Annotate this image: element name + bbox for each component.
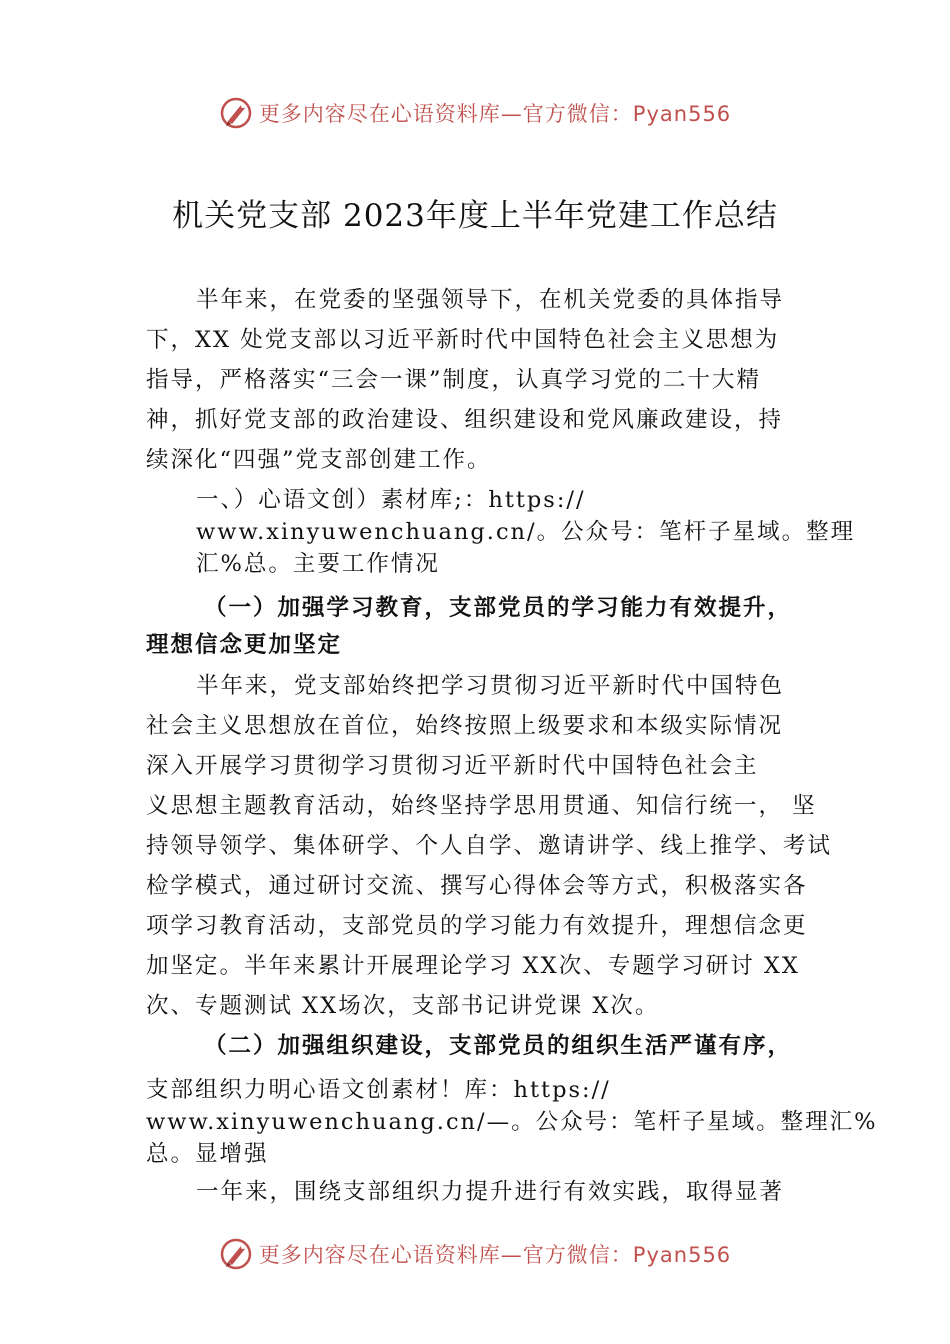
text-line: 加坚定。半年来累计开展理论学习 XX次、专题学习研讨 XX — [146, 953, 800, 979]
text-line: （一）加强学习教育，支部党员的学习能力有效提升， — [204, 595, 793, 621]
text-line: 社会主义思想放在首位，始终按照上级要求和本级实际情况 — [146, 713, 784, 739]
text-line: 指导，严格落实“三会一课”制度，认真学习党的二十大精 — [146, 367, 762, 393]
document-title: 机关党支部 2023年度上半年党建工作总结 — [172, 198, 778, 234]
subheading-1 — [146, 590, 826, 664]
pen-logo-icon — [219, 96, 253, 130]
text-line: 次、专题测试 XX场次，支部书记讲党课 X次。 — [146, 993, 660, 1019]
text-line: 理想信念更加坚定 — [146, 632, 343, 658]
text-line: 总。显增强 — [146, 1141, 269, 1167]
text-line: 下，XX 处党支部以习近平新时代中国特色社会主义思想为 — [146, 327, 780, 353]
text-line: 半年来，在党委的坚强领导下，在机关党委的具体指导 — [196, 287, 785, 313]
organization-paragraph — [146, 1074, 878, 1170]
watermark-banner-bottom — [0, 1237, 950, 1271]
watermark-text: 更多内容尽在心语资料库—官方微信：Pyan556 — [258, 1243, 732, 1267]
text-line: 半年来，党支部始终把学习贯彻习近平新时代中国特色 — [196, 673, 785, 699]
watermark-banner-top — [0, 96, 950, 130]
pen-logo-icon — [219, 1237, 253, 1271]
text-line: （二）加强组织建设，支部党员的组织生活严谨有序， — [204, 1033, 793, 1059]
section-1-heading — [196, 484, 856, 580]
subheading-2 — [146, 1028, 826, 1065]
text-line: 深入开展学习贯彻学习贯彻习近平新时代中国特色社会主 — [146, 753, 759, 779]
text-line: 神，抓好党支部的政治建设、组织建设和党风廉政建设，持 — [146, 407, 784, 433]
text-line: 一、）心语文创）素材库;：https:// — [196, 487, 586, 513]
text-line: 一年来，围绕支部组织力提升进行有效实践，取得显著 — [196, 1179, 785, 1205]
text-line: 支部组织力明心语文创素材！库：https:// — [146, 1077, 611, 1103]
study-paragraph — [146, 666, 833, 1026]
text-line: www.xinyuwenchuang.cn/—。公众号：笔杆子星域。整理汇% — [146, 1109, 878, 1135]
watermark-text: 更多内容尽在心语资料库—官方微信：Pyan556 — [258, 102, 732, 126]
text-line: 检学模式，通过研讨交流、撰写心得体会等方式，积极落实各 — [146, 873, 808, 899]
practice-paragraph — [146, 1172, 826, 1212]
text-line: 续深化“四强”党支部创建工作。 — [146, 447, 492, 473]
text-line: www.xinyuwenchuang.cn/。公众号：笔杆子星域。整理 — [196, 519, 856, 545]
text-line: 义思想主题教育活动，始终坚持学思用贯通、知信行统一， 坚 — [146, 793, 817, 819]
text-line: 项学习教育活动，支部党员的学习能力有效提升，理想信念更 — [146, 913, 808, 939]
text-line: 持领导领学、集体研学、个人自学、邀请讲学、线上推学、考试 — [146, 833, 833, 859]
intro-paragraph — [146, 280, 826, 480]
text-line: 汇%总。主要工作情况 — [196, 551, 440, 577]
